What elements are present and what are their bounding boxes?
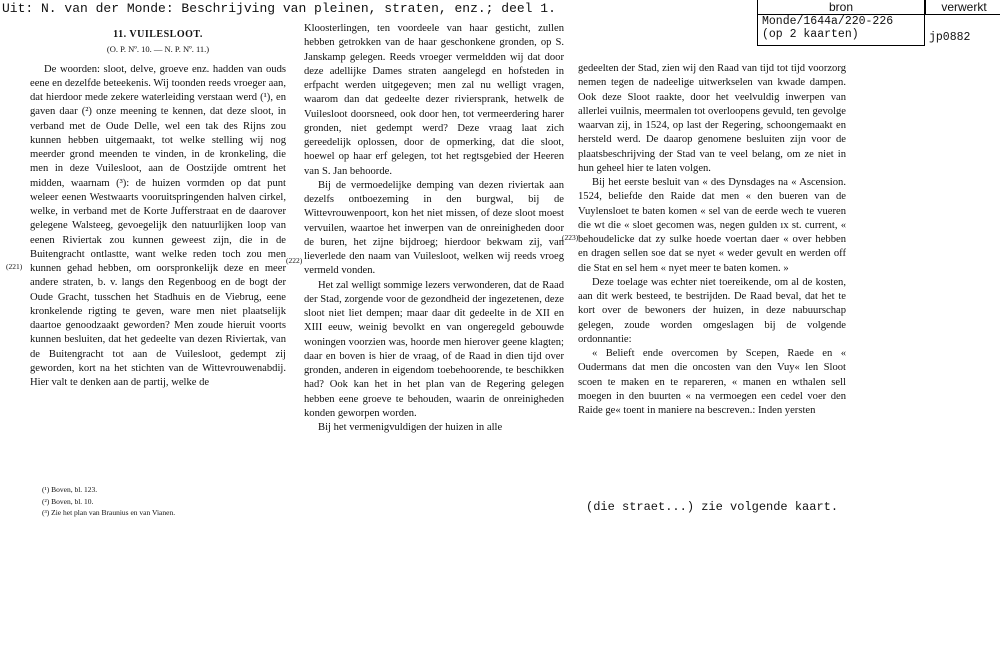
footnotes bbox=[42, 484, 282, 519]
paragraph: « Belieft ende overcomen by Scepen, Raede en « Oudermans dat men die oncosten van den Vuy« len Sloot scoen te maken en te repareren, « manen en wthalen sell moegen in den buurten « na vermoegen een cedel voer den Raide ge« toent in maniere na bescreven.: Inden yersten bbox=[578, 348, 846, 416]
citation-header: Uit: N. van der Monde: Beschrijving van pleinen, straten, enz.; deel 1. bbox=[2, 1, 556, 16]
text-column-1 bbox=[30, 29, 286, 390]
table-divider bbox=[924, 0, 925, 46]
paragraph: Kloosterlingen, ten voordeele van haar gesticht, zullen hebben getrokken van de haar geschonkene gronden, op S. Janskamp gelegen. Reeds vroeger vermeldden wij dat door deze adellijke Dames straten aangelegd en hofsteden in erfpacht werden uitgegeven; men zal nu welligt vragen, waarom dan dat gedeelte dezer riviersprank, hetwelk de Vuilesloot doorsneed, ook door hen, tot vermeerdering harer gronden, niet gedempt werd? Deze vraag laat zich gereedelijk oplossen, door de opmerking, dat die sloot, hoewel op haar erf gelegen, tot het regtsgebied der Heeren van S. Jan behoorde. bbox=[304, 23, 564, 177]
verwerkt-header: verwerkt bbox=[925, 0, 1000, 15]
source-ref-line2: (op 2 kaarten) bbox=[762, 28, 859, 41]
margin-page-number: (221) bbox=[6, 262, 23, 271]
margin-page-number: (222) bbox=[286, 256, 303, 265]
footnote-3: (³) Zie het plan van Braunius en van Vianen. bbox=[42, 508, 176, 517]
source-reference bbox=[762, 15, 893, 41]
text-column-2 bbox=[304, 22, 564, 435]
section-subtitle: (O. P. Nº. 10. — N. P. Nº. 11.) bbox=[106, 44, 210, 55]
metadata-table bbox=[757, 0, 1000, 46]
footnote-2: (²) Boven, bl. 10. bbox=[42, 496, 94, 506]
processed-code: jp0882 bbox=[929, 31, 971, 44]
footnote-1: (¹) Boven, bl. 123. bbox=[42, 485, 98, 494]
text-column-3 bbox=[578, 62, 846, 418]
margin-page-number: (223) bbox=[562, 233, 579, 242]
paragraph: Bij het eerste besluit van « des Dynsdages na « Ascension. 1524, beliefde den Raide dat men « den bueren van de Vuylensloet te baten komen « sel van de eerde wech te vueren die wt die « sloet gecomen was, negen gulden ıx st. current, « behoudelicke dat zy sulke hoede voertan daer « over hebben en dragen sellen soe dat se nyet « weder gevult en werden off die Stat en sel hem « nyet meer te baten komen. » bbox=[578, 177, 846, 274]
paragraph: Deze toelage was echter niet toereikende, om al de kosten, aan dit werk besteed, te bestrijden. De Raad beval, dat het te kort over de bewoners der huizen, in deze nabuurschap gelegen, zoude worden omgeslagen bij de volgende ordonnantie: bbox=[578, 276, 846, 345]
paragraph: gedeelten der Stad, zien wij den Raad van tijd tot tijd voorzorg nemen tegen de nadeelige uitwerkselen van kwade dampen. Ook deze Sloot raakte, door het veelvuldig inwerpen van allerlei vuilnis, meermalen tot overloopens gevuld, ten gevolge waarvan zij, in 1524, op last der Regering, schoongemaakt en hersteld werd. De daarop genomene besluiten zijn voor de plaatsbeschrijving der Stad van te veel belang, om ze niet in hun geheel hier te laten volgen. bbox=[578, 63, 846, 174]
paragraph: Bij het vermenigvuldigen der huizen in alle bbox=[318, 422, 503, 433]
paragraph: De woorden: sloot, delve, groeve enz. hadden van ouds eene en dezelfde beteekenis. Wij toonden reeds vroeger aan, dat hierdoor mede zekere waterleiding verstaan werd (¹), en gaven daar (²) onze meening te kennen, dat deze sloot, in verband met de Oude Delle, wel een tak des Rijns zou kunnen hebben uitgemaakt, tot welke stelling wij nog meerder grond meenden te vinden, in de kronkeling, die men in deze Vuilesloot, aan de Oostzijde omtrent het midden, waarnam (³): de huizen vormden op dat punt weleer eenen Westwaarts vooruitspringenden halven cirkel, welke, in verband met de Korte Jufferstraat en de daarover gelegene Walsteeg, gevoegelijk den natuurlijken loop van eenen Riviertak zou kunnen geweest zijn, die in de Buitengracht ontlastte, want welke reden toch zou men kunnen gehad hebben, om oorspronkelijk deze en meer andere straten, b. v. langs den Regenboog en de bogt der Oude Gracht, tusschen het Stadhuis en de Viebrug, eene kronkelende rigting te geven, ware men niet plaatselijk daartoe genoodzaakt geworden? Men zoude hieruit voorts kunnen besluiten, dat het gedeelte van dezen Riviertak, van de Buitengracht tot aan de Vuilesloot, gedempt zij geworden, kort na het stichten van de Wittevrouwenabdij. Hier valt te denken aan de partij, welke de bbox=[30, 63, 286, 388]
bron-header: bron bbox=[758, 0, 924, 15]
section-title: 11. VUILESLOOT. bbox=[113, 29, 203, 40]
paragraph: Het zal welligt sommige lezers verwonderen, dat de Raad der Stad, zorgende voor de gezondheid der ingezetenen, deze sloot niet liet dempen; maar daar dit gedeelte in de XII en XIII eeuw, weinig bevolkt en van ongeregeld gebouwde woningen voorzien was, hoorde men hierover geene klagten; daar en boven is hier de vraag, of de Raad in dien tijd over gronden, anderen in eigendom toebehoorende, te beschikken had? Ook kan het in het plan van de Regering gelegen hebben eene groeve te behouden, waarin de onreinigheden konden geworpen worden. bbox=[304, 279, 564, 419]
typed-note: (die straet...) zie volgende kaart. bbox=[586, 500, 839, 514]
table-bottom-rule bbox=[758, 45, 924, 46]
paragraph: Bij de vermoedelijke demping van dezen riviertak aan dezelfs ontboezeming in den burgwal, bij de Wittevrouwenpoort, kon het niet missen, of deze sloot moest vervuilen, waartoe het inwerpen van de onreinigheden door de buren, het zijne bijdroeg; hierdoor bekwam zij, van lieverlede den naam van Vuilesloot, welken wij reeds vroeg vermeld vonden. bbox=[304, 179, 564, 277]
source-ref-line1: Monde/1644a/220-226 bbox=[762, 15, 894, 28]
